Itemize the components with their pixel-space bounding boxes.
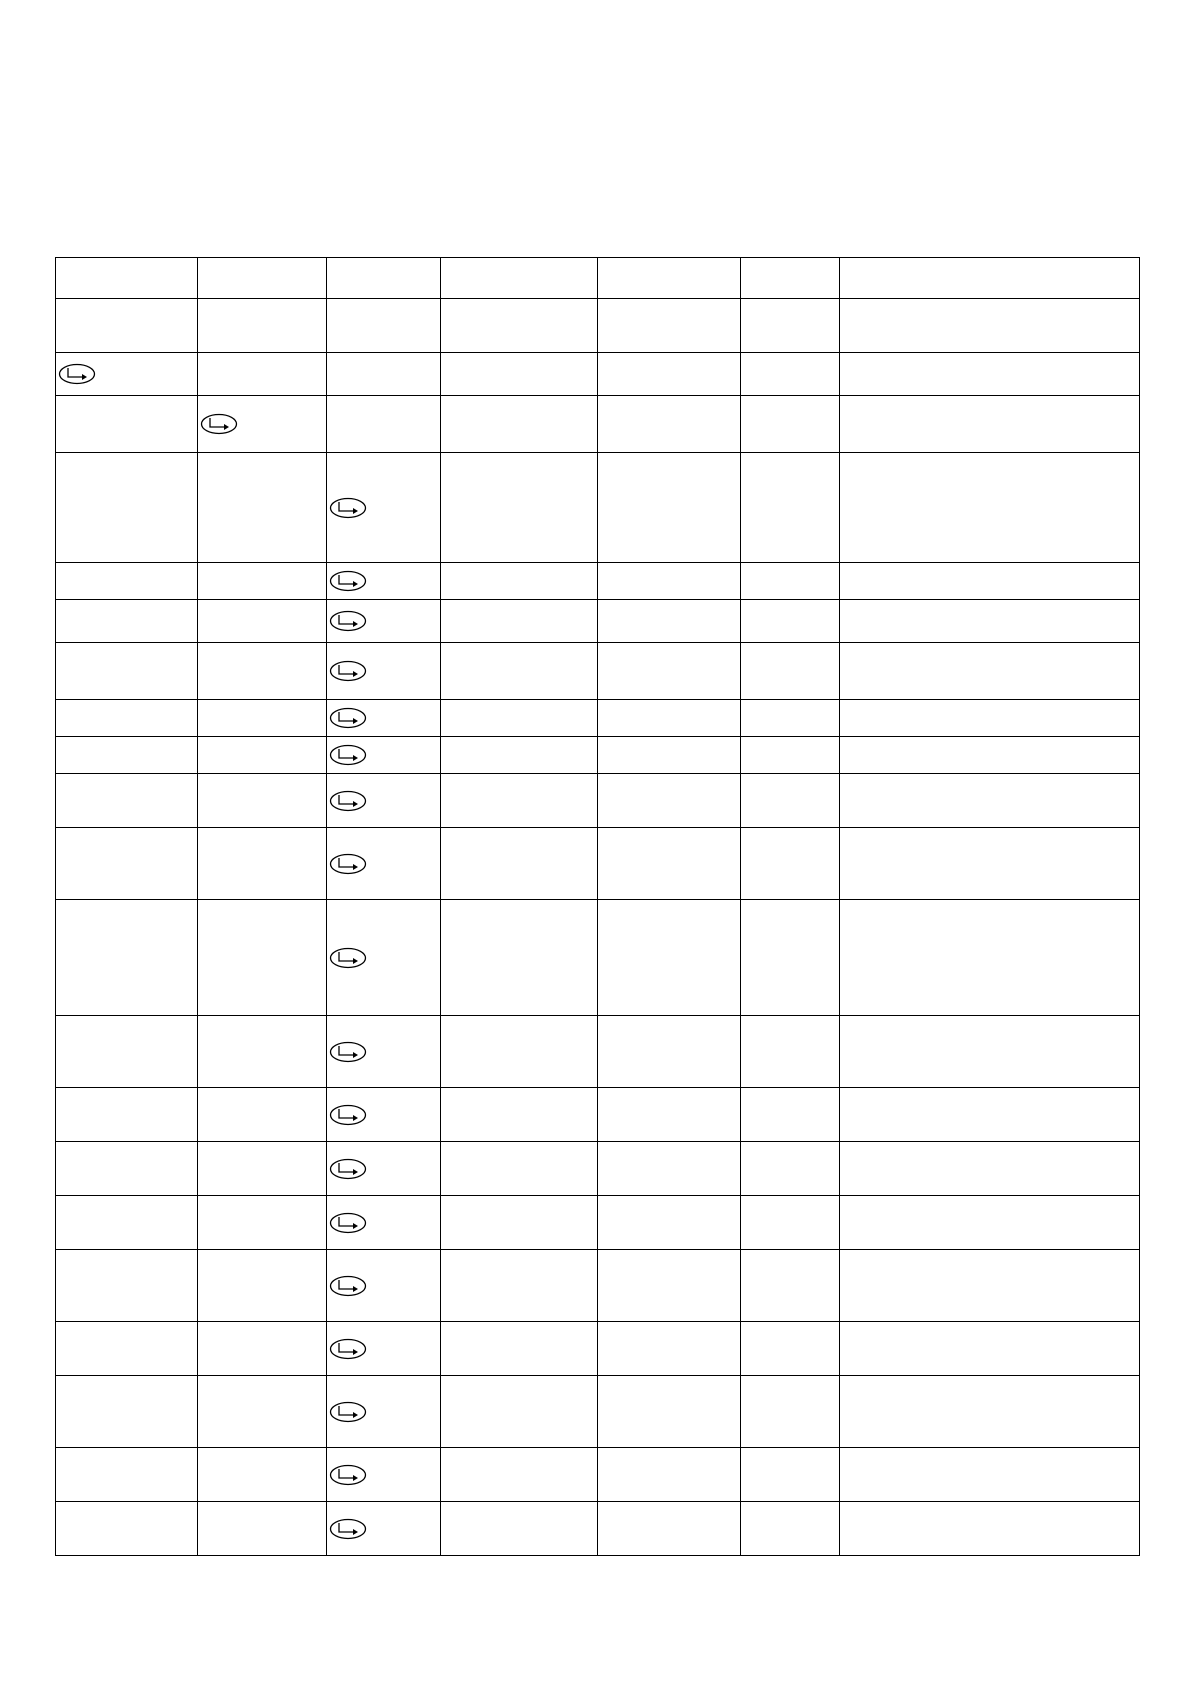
table-cell — [56, 700, 198, 737]
table-cell — [840, 900, 1140, 1016]
table-cell — [741, 1250, 840, 1322]
table-cell — [198, 563, 327, 600]
return-arrow-icon — [329, 853, 367, 875]
table-row — [56, 1448, 1140, 1502]
table-cell — [441, 700, 598, 737]
table-cell — [741, 1016, 840, 1088]
table-cell — [56, 1448, 198, 1502]
table-row — [56, 1502, 1140, 1556]
table-cell — [598, 396, 741, 453]
return-arrow-icon — [329, 947, 367, 969]
table-cell — [840, 453, 1140, 563]
table-cell — [441, 1322, 598, 1376]
table-cell — [441, 1250, 598, 1322]
table-cell — [198, 737, 327, 774]
table-cell — [441, 563, 598, 600]
table-body — [56, 258, 1140, 1556]
table-cell — [327, 563, 441, 600]
table-cell — [840, 774, 1140, 828]
table-cell — [327, 774, 441, 828]
table-cell — [327, 1088, 441, 1142]
table-cell — [198, 299, 327, 353]
table-cell — [441, 1088, 598, 1142]
table-cell — [56, 900, 198, 1016]
table-cell — [198, 1376, 327, 1448]
return-arrow-icon — [329, 1518, 367, 1540]
table-cell — [441, 1196, 598, 1250]
return-arrow-icon — [329, 1338, 367, 1360]
table-cell — [598, 600, 741, 643]
table-cell — [741, 643, 840, 700]
table-cell — [441, 299, 598, 353]
table-cell — [198, 828, 327, 900]
table-cell — [441, 1142, 598, 1196]
table-cell — [56, 353, 198, 396]
table-cell — [327, 700, 441, 737]
table-cell — [56, 1142, 198, 1196]
table-cell — [198, 1502, 327, 1556]
table-cell — [598, 299, 741, 353]
table-cell — [198, 900, 327, 1016]
table-cell — [741, 258, 840, 299]
table-cell — [327, 1502, 441, 1556]
table-cell — [327, 643, 441, 700]
table-cell — [198, 774, 327, 828]
table-cell — [741, 1448, 840, 1502]
table-cell — [56, 396, 198, 453]
table-row — [56, 1088, 1140, 1142]
return-arrow-icon — [329, 570, 367, 592]
table-cell — [327, 828, 441, 900]
table-cell — [198, 1322, 327, 1376]
table-cell — [327, 737, 441, 774]
table-cell — [598, 1142, 741, 1196]
table-cell — [56, 258, 198, 299]
table-cell — [741, 396, 840, 453]
return-arrow-icon — [329, 707, 367, 729]
return-arrow-icon — [329, 1158, 367, 1180]
table-cell — [327, 1322, 441, 1376]
table-cell — [741, 700, 840, 737]
return-arrow-icon — [329, 790, 367, 812]
table-cell — [441, 396, 598, 453]
table-row — [56, 353, 1140, 396]
return-arrow-icon — [329, 744, 367, 766]
table-row — [56, 258, 1140, 299]
table-cell — [441, 900, 598, 1016]
table-row — [56, 1376, 1140, 1448]
table-cell — [840, 1502, 1140, 1556]
table-cell — [741, 600, 840, 643]
table-cell — [327, 900, 441, 1016]
return-arrow-icon — [329, 1212, 367, 1234]
table-row — [56, 737, 1140, 774]
table-cell — [441, 1502, 598, 1556]
table-cell — [56, 1322, 198, 1376]
return-arrow-icon — [329, 1464, 367, 1486]
table-cell — [840, 737, 1140, 774]
table-cell — [327, 258, 441, 299]
table-cell — [741, 774, 840, 828]
document-table — [55, 257, 1140, 1556]
table-row — [56, 774, 1140, 828]
table-cell — [198, 1088, 327, 1142]
table-cell — [741, 1088, 840, 1142]
table-cell — [840, 600, 1140, 643]
table-cell — [327, 600, 441, 643]
table-cell — [598, 1322, 741, 1376]
table-cell — [598, 737, 741, 774]
table-cell — [741, 299, 840, 353]
table-cell — [598, 774, 741, 828]
return-arrow-icon — [329, 610, 367, 632]
table-row — [56, 1196, 1140, 1250]
table-cell — [198, 1196, 327, 1250]
table-cell — [741, 1142, 840, 1196]
table-cell — [198, 1142, 327, 1196]
table-cell — [741, 453, 840, 563]
table-row — [56, 1250, 1140, 1322]
table-cell — [198, 396, 327, 453]
table-row — [56, 563, 1140, 600]
table-cell — [441, 258, 598, 299]
table-cell — [327, 353, 441, 396]
table-cell — [741, 1322, 840, 1376]
table-cell — [441, 1448, 598, 1502]
return-arrow-icon — [329, 497, 367, 519]
return-arrow-icon — [200, 413, 238, 435]
table-cell — [598, 1448, 741, 1502]
table-cell — [598, 1250, 741, 1322]
table-cell — [441, 828, 598, 900]
table-cell — [441, 1016, 598, 1088]
table-cell — [840, 258, 1140, 299]
table-cell — [840, 1376, 1140, 1448]
table-row — [56, 299, 1140, 353]
table-cell — [56, 1250, 198, 1322]
table-cell — [56, 299, 198, 353]
table-row — [56, 396, 1140, 453]
table-cell — [840, 299, 1140, 353]
table-cell — [327, 1016, 441, 1088]
table-cell — [198, 643, 327, 700]
table-cell — [598, 453, 741, 563]
table-cell — [441, 774, 598, 828]
table-cell — [56, 643, 198, 700]
table-cell — [56, 600, 198, 643]
table-cell — [840, 1142, 1140, 1196]
table-cell — [56, 1502, 198, 1556]
table-cell — [198, 700, 327, 737]
table-cell — [198, 353, 327, 396]
table-cell — [741, 828, 840, 900]
return-arrow-icon — [329, 1104, 367, 1126]
table-cell — [198, 1250, 327, 1322]
table-cell — [598, 1376, 741, 1448]
table-row — [56, 1016, 1140, 1088]
table-cell — [741, 900, 840, 1016]
table-cell — [840, 643, 1140, 700]
table-row — [56, 900, 1140, 1016]
table-cell — [840, 1322, 1140, 1376]
table-cell — [741, 353, 840, 396]
table-cell — [327, 1142, 441, 1196]
table-cell — [840, 700, 1140, 737]
table-row — [56, 1322, 1140, 1376]
table-cell — [598, 1088, 741, 1142]
table-cell — [56, 737, 198, 774]
table-cell — [56, 563, 198, 600]
table-cell — [198, 258, 327, 299]
table-cell — [441, 737, 598, 774]
table-cell — [840, 828, 1140, 900]
table-cell — [840, 1016, 1140, 1088]
return-arrow-icon — [329, 1041, 367, 1063]
table-cell — [441, 353, 598, 396]
table-cell — [56, 1088, 198, 1142]
table-cell — [198, 600, 327, 643]
table-cell — [327, 1196, 441, 1250]
table-cell — [198, 1016, 327, 1088]
table-row — [56, 600, 1140, 643]
return-arrow-icon — [329, 1275, 367, 1297]
table-cell — [56, 1196, 198, 1250]
table-cell — [56, 1376, 198, 1448]
table-cell — [441, 643, 598, 700]
table-cell — [840, 1448, 1140, 1502]
table-cell — [598, 1502, 741, 1556]
table-cell — [840, 396, 1140, 453]
table-cell — [840, 1196, 1140, 1250]
table-cell — [598, 700, 741, 737]
table-cell — [441, 600, 598, 643]
table-cell — [741, 1196, 840, 1250]
table-cell — [327, 299, 441, 353]
table-cell — [56, 453, 198, 563]
table-cell — [598, 353, 741, 396]
table-row — [56, 643, 1140, 700]
table-cell — [56, 828, 198, 900]
table-row — [56, 828, 1140, 900]
table-cell — [598, 258, 741, 299]
table-cell — [198, 453, 327, 563]
table-row — [56, 1142, 1140, 1196]
table-cell — [741, 563, 840, 600]
table-cell — [327, 1250, 441, 1322]
table-cell — [840, 1250, 1140, 1322]
table-cell — [441, 1376, 598, 1448]
table-cell — [741, 1502, 840, 1556]
table-cell — [327, 453, 441, 563]
return-arrow-icon — [329, 1401, 367, 1423]
return-arrow-icon — [58, 363, 96, 385]
table-cell — [741, 737, 840, 774]
table-cell — [840, 353, 1140, 396]
table-cell — [56, 774, 198, 828]
table-cell — [327, 1376, 441, 1448]
table-row — [56, 700, 1140, 737]
table-cell — [598, 643, 741, 700]
table-cell — [598, 1196, 741, 1250]
table-cell — [598, 828, 741, 900]
table-cell — [598, 1016, 741, 1088]
table-cell — [840, 1088, 1140, 1142]
table-row — [56, 453, 1140, 563]
table-cell — [741, 1376, 840, 1448]
table-cell — [198, 1448, 327, 1502]
table-cell — [327, 1448, 441, 1502]
return-arrow-icon — [329, 660, 367, 682]
table-cell — [840, 563, 1140, 600]
table-cell — [56, 1016, 198, 1088]
table-cell — [598, 900, 741, 1016]
table-cell — [598, 563, 741, 600]
table-cell — [327, 396, 441, 453]
table-cell — [441, 453, 598, 563]
